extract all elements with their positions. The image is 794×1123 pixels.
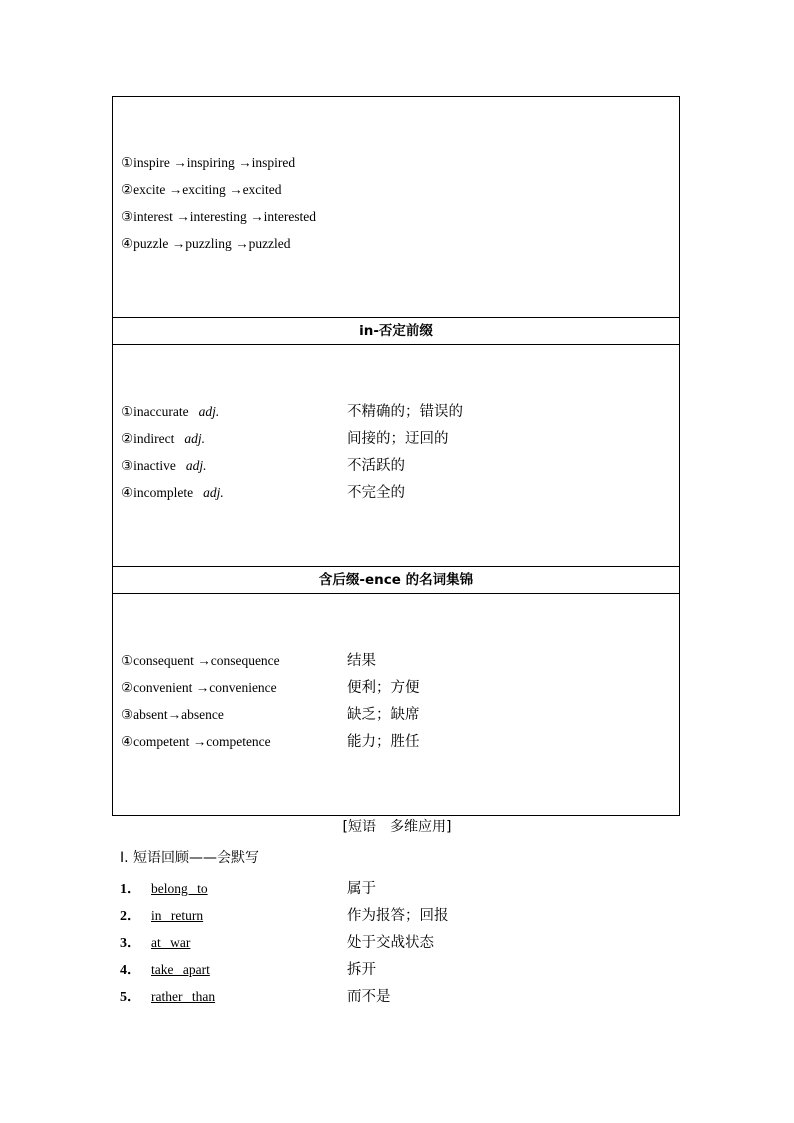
part-of-speech: adj. [185, 458, 207, 473]
word-form-row: ①inspire →inspiring →inspired [121, 155, 296, 170]
phrase-meaning: 处于交战状态 [347, 935, 434, 951]
phrase-meaning: 而不是 [347, 989, 391, 1005]
in-prefix-header: in-否定前缀 [112, 318, 680, 345]
vocab-word: ④incomplete [121, 485, 194, 500]
phrase-row [120, 933, 190, 953]
phrase-row [120, 906, 203, 926]
vocab-row [121, 429, 205, 449]
vocab-row [121, 483, 224, 503]
phrase-text: in return [151, 908, 204, 923]
phrase-number: 3． [120, 936, 141, 951]
word-form-row: ④puzzle →puzzling →puzzled [121, 236, 291, 251]
in-prefix-box [112, 345, 680, 567]
part-of-speech: adj. [203, 485, 224, 500]
phrase-meaning: 拆开 [347, 962, 376, 978]
vocab-word: ③inactive [121, 458, 176, 473]
phrase-meaning: 作为报答；回报 [347, 908, 449, 924]
vocab-word: ①consequent →consequence [121, 653, 280, 668]
word-form-row: ②excite →exciting →excited [121, 182, 282, 197]
vocab-word: ①inaccurate [121, 404, 189, 419]
vocab-meaning: 间接的；迂回的 [347, 431, 449, 447]
phrase-text: take apart [151, 962, 210, 977]
subheading: Ⅰ. 短语回顾——会默写 [120, 850, 260, 866]
phrase-number: 5． [120, 990, 141, 1005]
vocab-row [121, 402, 219, 422]
ence-suffix-header: 含后缀-ence 的名词集锦 [112, 567, 680, 594]
word-forms-box [112, 96, 680, 318]
part-of-speech: adj. [184, 431, 205, 446]
vocab-meaning: 不活跃的 [347, 458, 405, 474]
vocab-meaning: 结果 [347, 653, 376, 669]
vocab-meaning: 缺乏；缺席 [347, 707, 420, 723]
vocab-word: ④competent →competence [121, 734, 271, 749]
ence-suffix-box [112, 594, 680, 816]
phrase-row [120, 879, 208, 899]
vocab-row [121, 456, 206, 476]
word-form-row: ③interest →interesting →interested [121, 209, 317, 224]
vocab-meaning: 不精确的；错误的 [347, 404, 463, 420]
phrase-row [120, 960, 210, 980]
vocab-meaning: 便利；方便 [347, 680, 420, 696]
phrase-text: at war [151, 935, 191, 950]
section-title: [短语 多维应用] [342, 819, 452, 835]
vocab-meaning: 不完全的 [347, 485, 405, 501]
vocab-word: ②convenient →convenience [121, 680, 277, 695]
phrase-meaning: 属于 [347, 881, 376, 897]
phrase-text: belong to [151, 881, 208, 896]
part-of-speech: adj. [198, 404, 220, 419]
vocab-word: ③absent→absence [121, 707, 224, 722]
phrase-text: rather than [151, 989, 216, 1004]
vocab-word: ②indirect [121, 431, 175, 446]
phrase-number: 2． [120, 909, 141, 924]
vocab-meaning: 能力；胜任 [347, 734, 420, 750]
phrase-row [120, 987, 215, 1007]
phrase-number: 4． [120, 963, 141, 978]
phrase-number: 1． [120, 882, 141, 897]
